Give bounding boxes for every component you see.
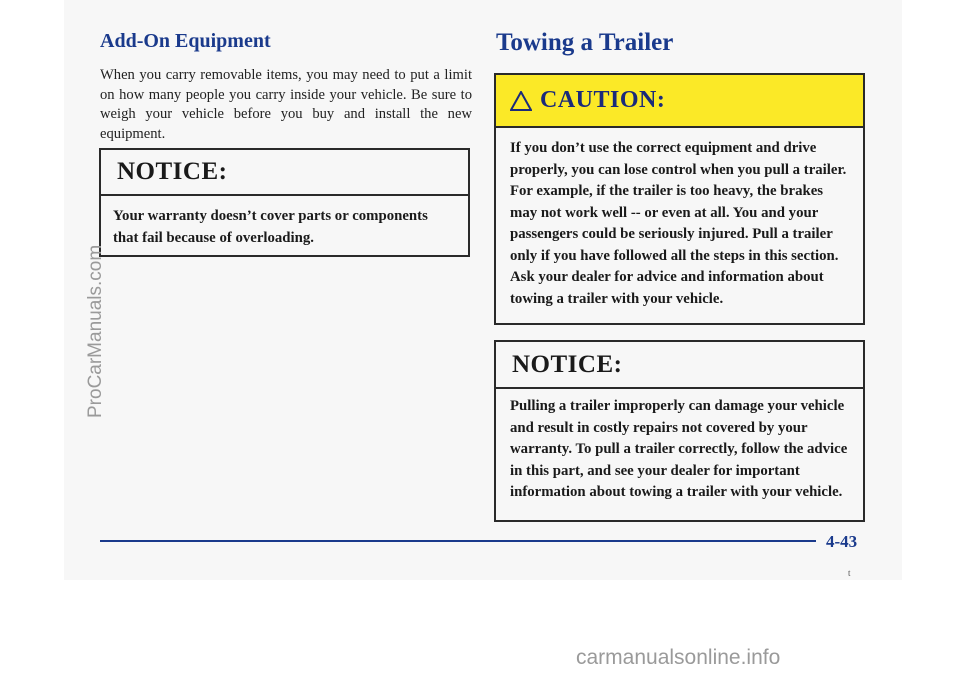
notice-body: Pulling a trailer improperly can damage your vehicle and result in costly repairs not covered by your warranty. To pull a trailer correctly, follow the advice in this part, and see your dealer for important information about towing a trailer with your vehicle. (510, 398, 848, 500)
section-heading-add-on-equipment: Add-On Equipment (100, 30, 271, 52)
caution-header (496, 75, 863, 128)
notice-header (101, 150, 468, 196)
caution-body: If you don’t use the correct equipment and drive properly, you can lose control when you pull a trailer. For example, if the trailer is too heavy, the brakes may not work well -- or even at all. You and your passengers could be seriously injured. Pull a trailer only if you have followed all the steps in this section. Ask your dealer for advice and information about towing a trailer with your vehicle. (510, 140, 847, 307)
intro-paragraph: When you carry removable items, you may need to put a limit on how many people you carry inside your vehicle. Be sure to weigh your vehicle before you buy and install the new equipment. (100, 67, 472, 142)
notice-box-towing (494, 340, 865, 522)
notice-body: Your warranty doesn’t cover parts or components that fail because of overloading. (113, 208, 428, 246)
caution-title: CAUTION: (540, 87, 666, 113)
warning-triangle-icon (510, 91, 532, 111)
page-number: 4-43 (826, 532, 858, 551)
page-mark: t (848, 568, 851, 578)
caution-box (494, 73, 865, 325)
notice-title: NOTICE: (117, 158, 228, 185)
watermark-procarmanuals: ProCarManuals.com (85, 244, 106, 418)
notice-title: NOTICE: (512, 350, 623, 378)
notice-header (496, 342, 863, 389)
section-heading-towing-a-trailer: Towing a Trailer (496, 29, 674, 56)
notice-box-overloading (99, 148, 470, 257)
footer-rule (100, 540, 816, 542)
watermark-carmanualsonline: carmanualsonline.info (576, 646, 781, 669)
